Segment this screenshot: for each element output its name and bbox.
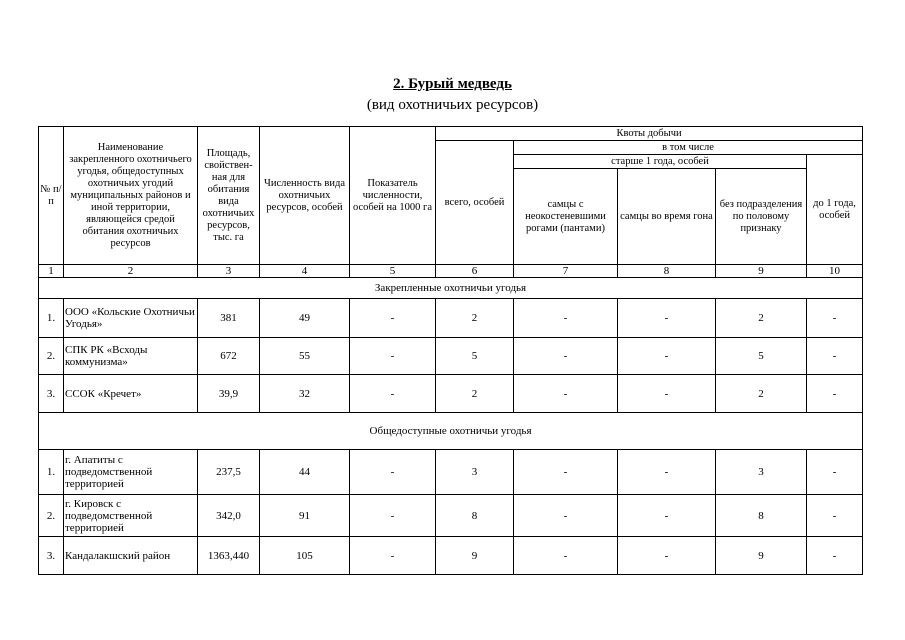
column-number: 1 (39, 265, 64, 278)
row-name: г. Кировск с подведомственной территорией (64, 495, 198, 537)
section-fixed-grounds: Закрепленные охотничьи угодья (39, 278, 863, 299)
row-population: 49 (260, 299, 350, 338)
column-number: 4 (260, 265, 350, 278)
column-number: 7 (514, 265, 618, 278)
row-area: 381 (198, 299, 260, 338)
row-density: - (350, 299, 436, 338)
row-males-rut: - (618, 450, 716, 495)
row-males-antlers: - (514, 537, 618, 575)
header-quotas: Квоты добычи (436, 127, 863, 141)
row-no-sex: 3 (716, 450, 807, 495)
table-row (39, 450, 863, 495)
header-no-sex: без подразделения по половому признаку (716, 169, 807, 265)
row-no-sex: 5 (716, 338, 807, 375)
row-density: - (350, 450, 436, 495)
row-no-sex: 2 (716, 375, 807, 413)
header-total: всего, особей (436, 141, 514, 265)
row-males-antlers: - (514, 450, 618, 495)
header-males-rut: самцы во время гона (618, 169, 716, 265)
row-index: 1. (39, 299, 64, 338)
header-name: Наименование закрепленного охотничьего угодья, общедоступных охотничьих угодий муниципальных районов и иной территории, являющейся средой обитания охотничьих ресурсов (64, 127, 198, 265)
row-name: СПК РК «Всходы коммунизма» (64, 338, 198, 375)
column-number: 10 (807, 265, 863, 278)
column-number: 5 (350, 265, 436, 278)
row-males-rut: - (618, 375, 716, 413)
row-index: 3. (39, 537, 64, 575)
row-males-antlers: - (514, 338, 618, 375)
row-population: 32 (260, 375, 350, 413)
column-number: 6 (436, 265, 514, 278)
row-index: 1. (39, 450, 64, 495)
header-under-one: до 1 года, особей (807, 155, 863, 265)
row-under-one: - (807, 299, 863, 338)
row-no-sex: 9 (716, 537, 807, 575)
row-population: 44 (260, 450, 350, 495)
row-males-antlers: - (514, 495, 618, 537)
row-population: 105 (260, 537, 350, 575)
row-name: ООО «Кольские Охотничьи Угодья» (64, 299, 198, 338)
column-number: 9 (716, 265, 807, 278)
row-males-rut: - (618, 495, 716, 537)
table-row (39, 375, 863, 413)
row-density: - (350, 375, 436, 413)
row-males-rut: - (618, 537, 716, 575)
row-total: 8 (436, 495, 514, 537)
row-index: 2. (39, 338, 64, 375)
row-name: г. Апатиты с подведомственной территорией (64, 450, 198, 495)
row-total: 2 (436, 299, 514, 338)
row-no-sex: 8 (716, 495, 807, 537)
row-area: 237,5 (198, 450, 260, 495)
table-row (39, 495, 863, 537)
row-under-one: - (807, 537, 863, 575)
row-area: 1363,440 (198, 537, 260, 575)
table-row (39, 537, 863, 575)
row-population: 55 (260, 338, 350, 375)
row-under-one: - (807, 495, 863, 537)
row-name: Кандалакшский район (64, 537, 198, 575)
quota-table (38, 126, 863, 575)
row-population: 91 (260, 495, 350, 537)
table-row (39, 299, 863, 338)
row-area: 672 (198, 338, 260, 375)
row-density: - (350, 537, 436, 575)
column-number: 8 (618, 265, 716, 278)
row-no-sex: 2 (716, 299, 807, 338)
document-title: 2. Бурый медведь (393, 76, 512, 92)
row-area: 39,9 (198, 375, 260, 413)
row-males-rut: - (618, 338, 716, 375)
column-number: 3 (198, 265, 260, 278)
column-number-row (39, 265, 863, 278)
row-total: 5 (436, 338, 514, 375)
row-males-antlers: - (514, 375, 618, 413)
header-num: № п/п (39, 127, 64, 265)
row-area: 342,0 (198, 495, 260, 537)
row-under-one: - (807, 450, 863, 495)
section-public-grounds: Общедоступные охотничьи угодья (39, 413, 863, 450)
row-name: ССОК «Кречет» (64, 375, 198, 413)
row-total: 9 (436, 537, 514, 575)
column-number: 2 (64, 265, 198, 278)
document-subtitle: (вид охотничьих ресурсов) (366, 97, 539, 113)
row-density: - (350, 495, 436, 537)
row-males-antlers: - (514, 299, 618, 338)
row-index: 3. (39, 375, 64, 413)
header-including: в том числе (514, 141, 863, 155)
row-density: - (350, 338, 436, 375)
row-total: 3 (436, 450, 514, 495)
row-under-one: - (807, 338, 863, 375)
header-density: Показатель численности, особей на 1000 га (350, 127, 436, 265)
header-older: старше 1 года, особей (514, 155, 807, 169)
header-population: Численность вида охотничьих ресурсов, особей (260, 127, 350, 265)
row-males-rut: - (618, 299, 716, 338)
row-under-one: - (807, 375, 863, 413)
header-area: Площадь, свойствен-ная для обитания вида охотничьих ресурсов, тыс. га (198, 127, 260, 265)
row-total: 2 (436, 375, 514, 413)
row-index: 2. (39, 495, 64, 537)
header-males-antlers: самцы с неокостеневшими рогами (пантами) (514, 169, 618, 265)
table-row (39, 338, 863, 375)
